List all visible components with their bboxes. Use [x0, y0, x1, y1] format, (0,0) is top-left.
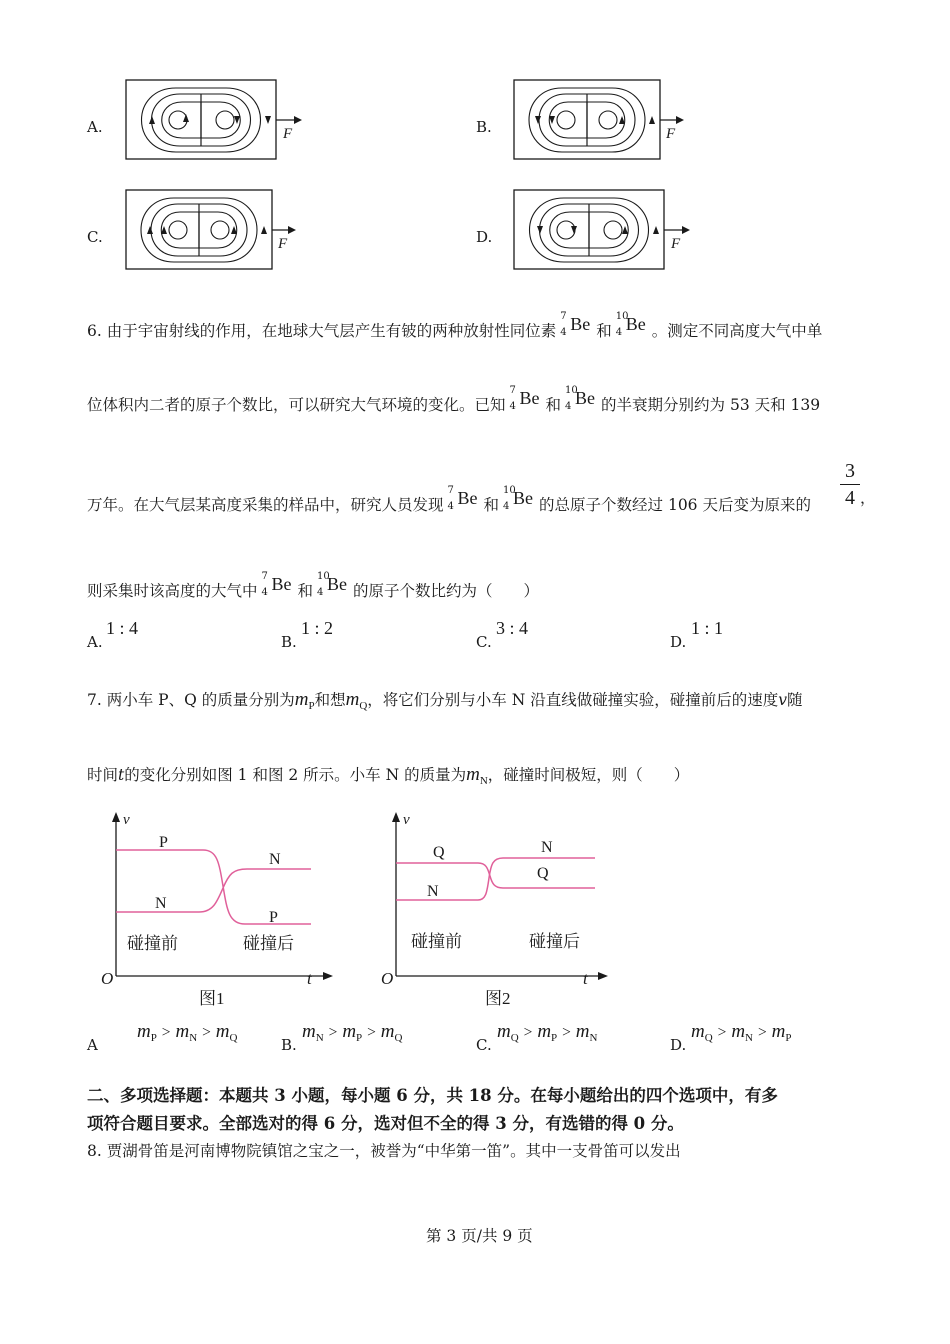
q6-line-3: 万年。在大气层某高度采集的样品中，研究人员发现 7 4 Be 和 10 4 Be 的总原子个数经过 106 天后变为原来的	[87, 485, 811, 514]
fig1-curve-n	[116, 869, 311, 912]
q6-text: 6. 由于宇宙射线的作用，在地球大气层产生有铍的两种放射性同位素	[87, 322, 557, 340]
fig2-curve-n	[396, 858, 595, 900]
q5-option-a-label: A.	[87, 118, 103, 136]
q7-option-c-label: C.	[476, 1036, 492, 1054]
q5-option-d-label: D.	[476, 228, 493, 246]
q5-diagram-a	[120, 76, 310, 164]
fig1-axis-t: t	[307, 969, 312, 988]
q6-option-c-label: C.	[476, 633, 492, 651]
q7-option-c-expr: $m_Q > m_P > m_N$	[497, 1021, 598, 1044]
section2-heading-line-2: 项符合题目要求。全部选对的得 6 分，选对但不全的得 3 分，有选错的得 0 分。	[87, 1114, 684, 1133]
q5-option-b-label: B.	[476, 118, 492, 136]
q5-diagram-c	[120, 186, 310, 274]
q7-option-a-expr: $m_P > m_N > m_Q$	[137, 1021, 238, 1044]
q7-option-b-label: B.	[281, 1036, 297, 1054]
isotope-be10: 10 4 Be	[615, 311, 646, 338]
fig2-origin: O	[381, 969, 394, 988]
isotope-be7: 7 4 Be	[447, 485, 478, 512]
q7-figure-2	[375, 806, 625, 1018]
fig1-caption: 图1	[199, 989, 225, 1008]
fig2-label-n-before: N	[427, 883, 439, 900]
q6-option-d-label: D.	[670, 633, 687, 651]
isotope-be7: 7 4 Be	[261, 571, 292, 598]
q5-diagram-d	[508, 186, 698, 274]
q7-option-a-label: A	[87, 1036, 98, 1054]
fig1-curve-p	[116, 850, 311, 924]
page-footer: 第 3 页/共 9 页	[426, 1227, 533, 1245]
q6-line-1: 6. 由于宇宙射线的作用，在地球大气层产生有铍的两种放射性同位素 7 4 Be 和 10 4 Be 。测定不同高度大气中单	[87, 311, 823, 340]
fig1-label-p-after: P	[269, 909, 278, 926]
q5-force-label-a: F	[283, 126, 293, 142]
q6-line-4: 则采集时该高度的大气中 7 4 Be 和 10 4 Be 的原子个数比约为（ ）	[87, 571, 540, 600]
mass-mq: $m_Q$	[345, 689, 368, 712]
fig1-label-p-before: P	[159, 834, 168, 851]
q6-option-b-value: 1 : 2	[301, 618, 334, 638]
fraction-numerator: 3	[845, 460, 855, 482]
mass-mp: $m_P$	[294, 689, 315, 712]
q7-option-b-expr: $m_N > m_P > m_Q$	[302, 1021, 403, 1044]
fig2-caption: 图2	[485, 989, 511, 1008]
isotope-be10: 10 4 Be	[565, 385, 596, 412]
q8-text: 8. 贾湖骨笛是河南博物院镇馆之宝之一，被誉为“中华第一笛”。其中一支骨笛可以发出	[87, 1142, 681, 1160]
q7-line-2: 时间t的变化分别如图 1 和图 2 所示。小车 N 的质量为$m_N$，碰撞时间极短，则（ ）	[87, 764, 690, 787]
isotope-be10: 10 4 Be	[317, 571, 348, 598]
q5-option-c-label: C.	[87, 228, 103, 246]
fig2-after-label: 碰撞后	[529, 932, 580, 951]
fig2-axis-t: t	[583, 969, 588, 988]
mass-mn: $m_N$	[466, 764, 488, 787]
q5-force-label-c: F	[278, 236, 288, 252]
isotope-be7: 7 4 Be	[509, 385, 540, 412]
q5-force-label-d: F	[671, 236, 681, 252]
fig2-before-label: 碰撞前	[411, 932, 462, 951]
q6-option-d-value: 1 : 1	[691, 618, 724, 638]
fig2-label-n-after: N	[541, 839, 553, 856]
q7-option-d-expr: $m_Q > m_N > m_P$	[691, 1021, 792, 1044]
section2-heading-line-1: 二、多项选择题：本题共 3 小题，每小题 6 分，共 18 分。在每小题给出的四个选项中，有多	[87, 1086, 778, 1105]
q6-line-2: 位体积内二者的原子个数比，可以研究大气环境的变化。已知 7 4 Be 和 10 4 Be 的半衰期分别约为 53 天和 139	[87, 385, 821, 414]
fig2-axis-v: v	[403, 812, 410, 828]
fig1-origin: O	[101, 969, 114, 988]
isotope-be10: 10 4 Be	[503, 485, 534, 512]
fraction-denominator: 4	[845, 487, 855, 509]
fig1-label-n-before: N	[155, 895, 167, 912]
fig2-label-q-after: Q	[537, 865, 549, 882]
q7-figure-1	[95, 806, 345, 1018]
q6-option-a-label: A.	[87, 633, 103, 651]
q7-line-1: 7. 两小车 P、Q 的质量分别为$m_P$和想$m_Q$，将它们分别与小车 N 沿直线做碰撞实验，碰撞前后的速度v随	[87, 689, 803, 712]
q6-comma: ，	[860, 489, 876, 507]
q6-option-a-value: 1 : 4	[106, 618, 139, 638]
fig1-label-n-after: N	[269, 851, 281, 868]
fig2-label-q-before: Q	[433, 844, 445, 861]
q6-option-b-label: B.	[281, 633, 297, 651]
q6-option-c-value: 3 : 4	[496, 618, 529, 638]
q5-diagram-b	[508, 76, 698, 164]
fig2-curve-q	[396, 863, 595, 888]
isotope-be7: 7 4 Be	[560, 311, 591, 338]
fraction-three-quarters	[840, 460, 860, 509]
q7-option-d-label: D.	[670, 1036, 687, 1054]
q5-force-label-b: F	[666, 126, 676, 142]
fig1-before-label: 碰撞前	[127, 934, 178, 953]
fig1-axis-v: v	[123, 812, 130, 828]
fig1-after-label: 碰撞后	[243, 934, 294, 953]
